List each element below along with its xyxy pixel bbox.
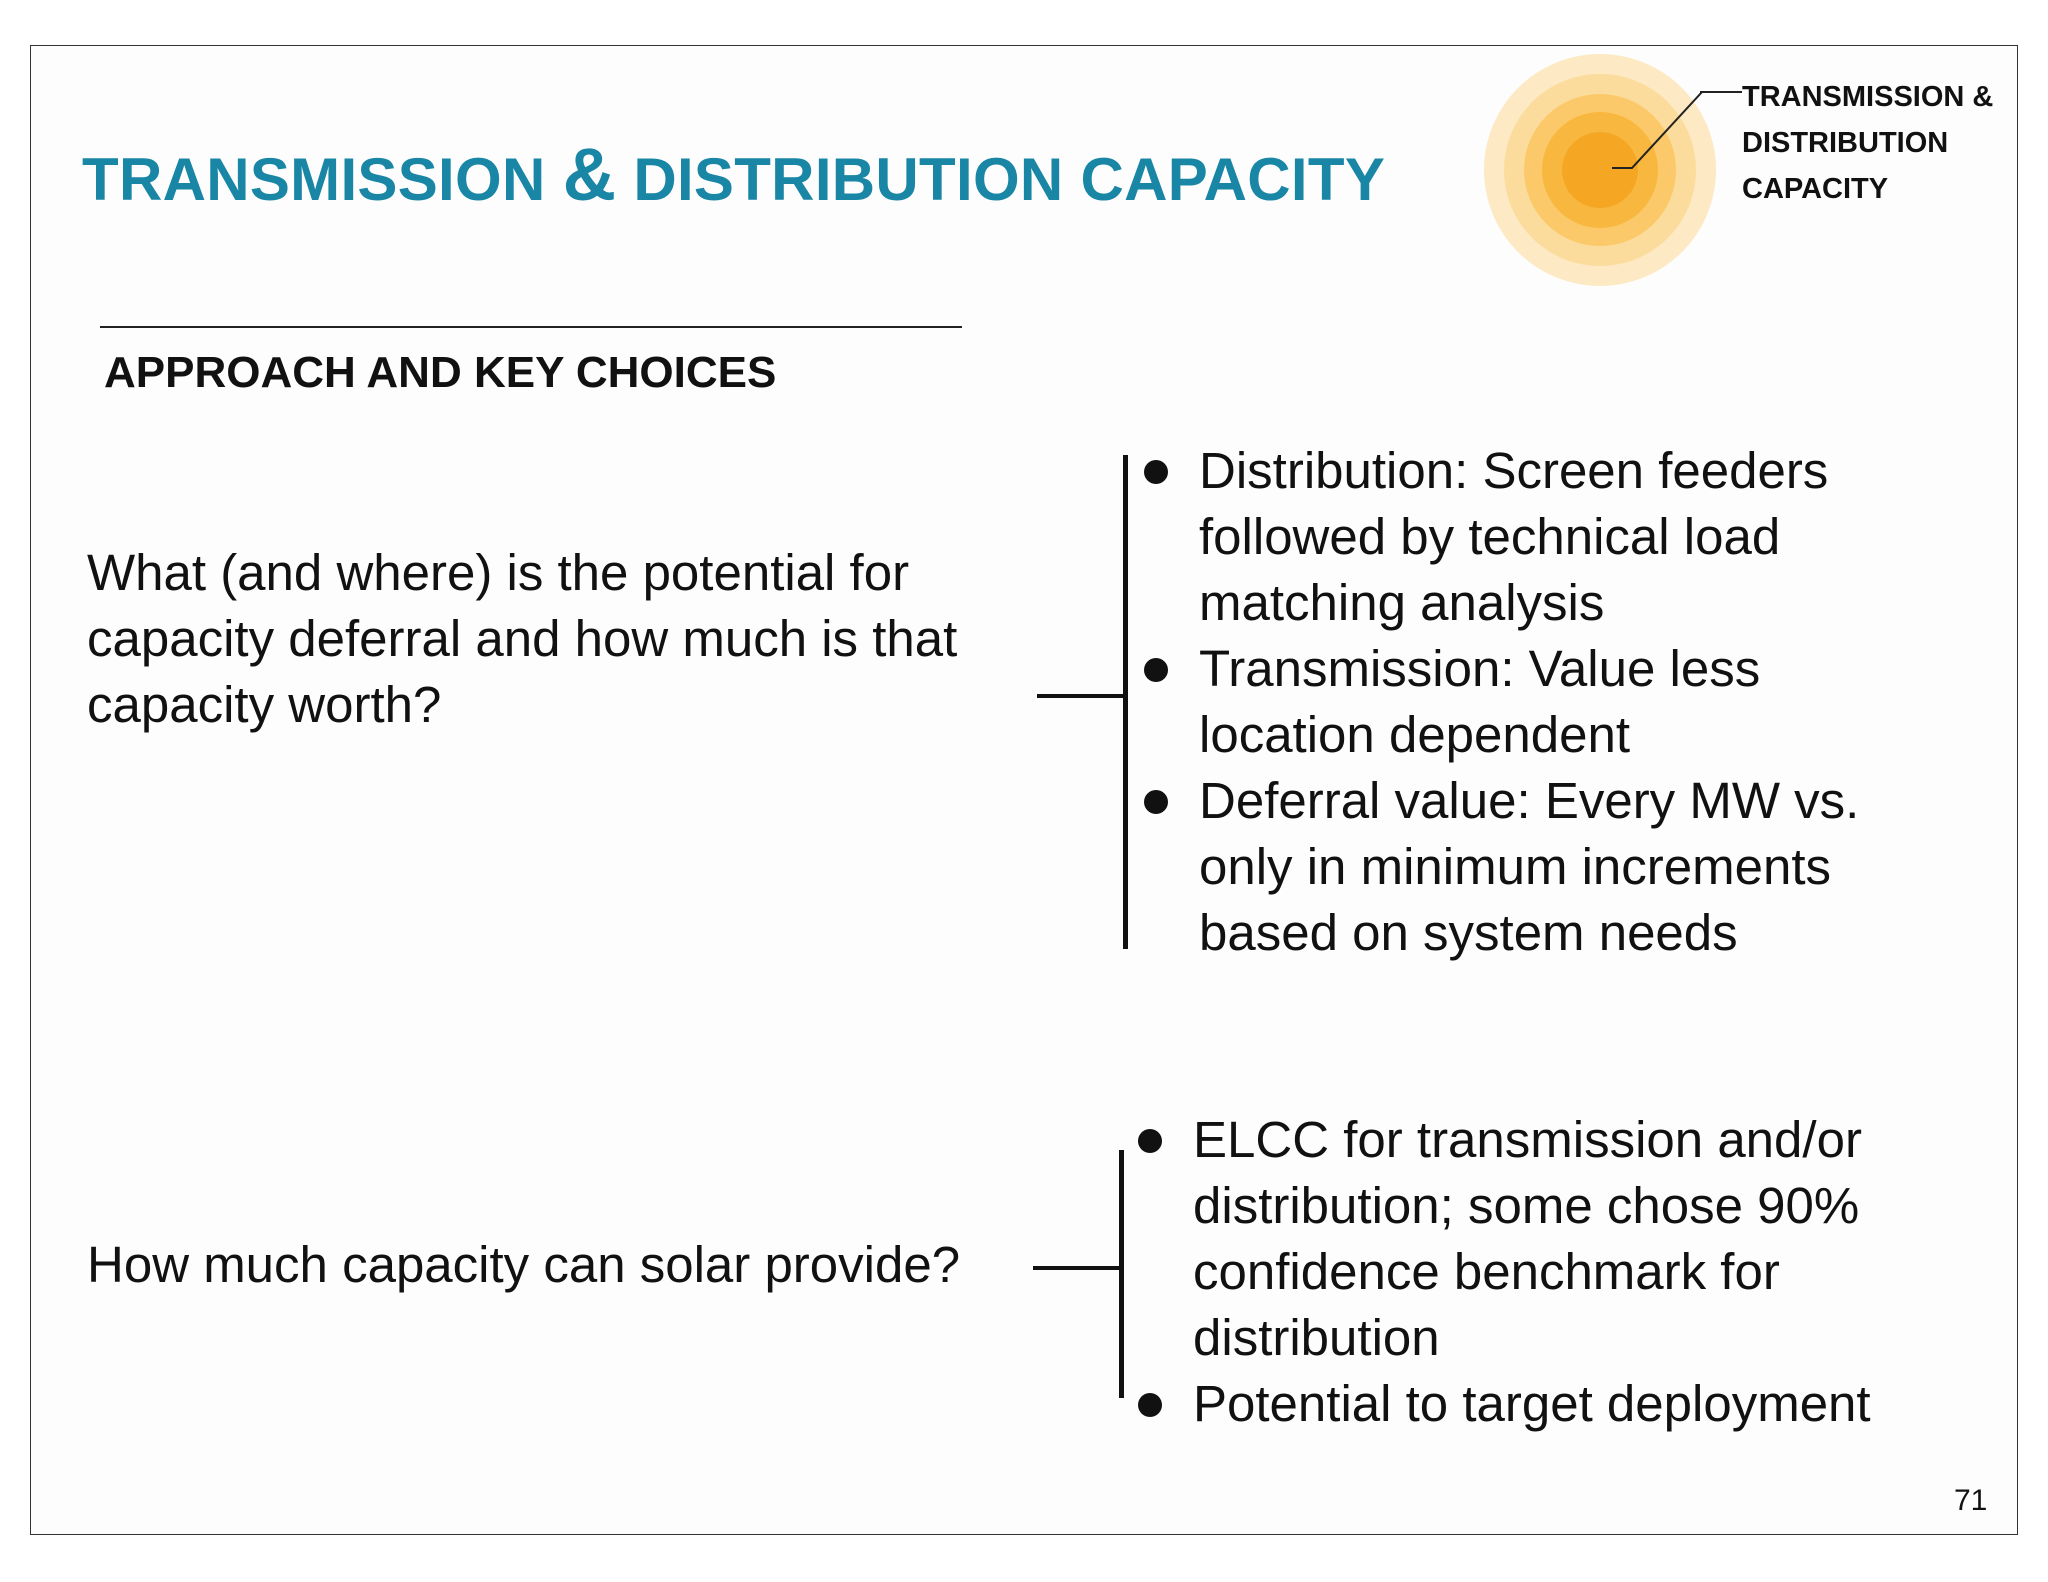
title-text-part2: DISTRIBUTION CAPACITY <box>616 146 1386 213</box>
section-heading: APPROACH AND KEY CHOICES <box>104 348 777 397</box>
bracket-connector-1 <box>1037 694 1125 698</box>
question-2 <box>87 1232 960 1298</box>
bullet-list-2 <box>1193 1107 1871 1437</box>
leader-line-tail <box>1700 80 1744 96</box>
question-line: capacity deferral and how much is that <box>87 610 958 667</box>
question-line: What (and where) is the potential for <box>87 544 910 601</box>
sun-core <box>1562 132 1638 208</box>
question-1 <box>87 540 957 738</box>
bracket-spine-2 <box>1119 1150 1124 1398</box>
list-item: Deferral value: Every MW vs. only in minimum increments based on system needs <box>1199 768 1859 966</box>
bullet-dot <box>1138 1393 1162 1417</box>
bullet-dot <box>1138 1129 1162 1153</box>
list-item: Distribution: Screen feeders followed by technical load matching analysis <box>1199 438 1859 636</box>
list-item: Transmission: Value less location dependent <box>1199 636 1859 768</box>
badge-label <box>1742 74 1993 212</box>
bullet-dot <box>1144 790 1168 814</box>
bullet-list-1 <box>1199 438 1859 966</box>
concentric-sun-icon <box>1480 50 1720 290</box>
badge-line: DISTRIBUTION <box>1742 127 1949 159</box>
badge-line: CAPACITY <box>1742 173 1889 205</box>
question-line: How much capacity can solar provide? <box>87 1236 961 1293</box>
question-line: capacity worth? <box>87 676 442 733</box>
page-number: 71 <box>1954 1484 1988 1517</box>
badge-line: TRANSMISSION & <box>1742 81 1994 113</box>
list-item: ELCC for transmission and/or distribution; some chose 90% confidence benchmark for distribution <box>1193 1107 1871 1371</box>
bracket-spine-1 <box>1123 455 1128 949</box>
bracket-connector-2 <box>1033 1266 1121 1270</box>
page-title <box>82 132 1385 217</box>
bullet-dot <box>1144 658 1168 682</box>
list-item: Potential to target deployment <box>1193 1371 1871 1437</box>
bullet-dot <box>1144 460 1168 484</box>
title-ampersand: & <box>562 133 617 216</box>
section-divider <box>100 326 962 328</box>
title-text-part1: TRANSMISSION <box>82 146 563 213</box>
